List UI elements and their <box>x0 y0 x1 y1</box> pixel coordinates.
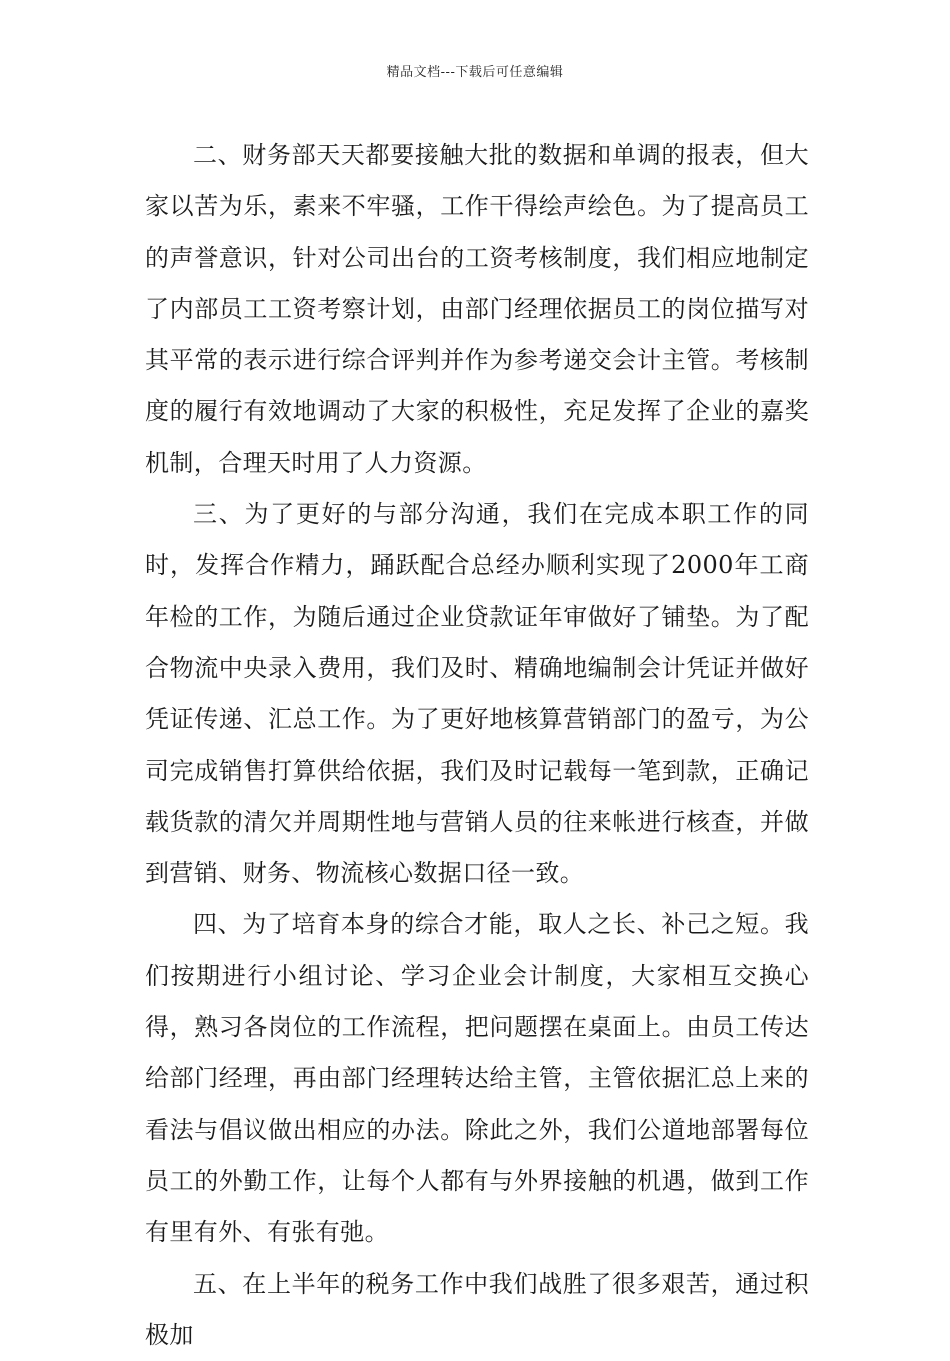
paragraph-3: 三、为了更好的与部分沟通，我们在完成本职工作的同时，发挥合作精力，踊跃配合总经办顺利实现了2000年工商年检的工作，为随后通过企业贷款证年审做好了铺垫。为了配合物流中央录入费用，我们及时、精确地编制会计凭证并做好凭证传递、汇总工作。为了更好地核算营销部门的盈亏，为公司完成销售打算供给依据，我们及时记载每一笔到款，正确记载货款的清欠并周期性地与营销人员的往来帐进行核查，并做到营销、财务、物流核心数据口径一致。 <box>145 500 809 888</box>
paragraph-2: 二、财务部天天都要接触大批的数据和单调的报表，但大家以苦为乐，素来不牢骚，工作干得绘声绘色。为了提高员工的声誉意识，针对公司出台的工资考核制度，我们相应地制定了内部员工工资考察计划，由部门经理依据员工的岗位描写对其平常的表示进行综合评判并作为参考递交会计主管。考核制度的履行有效地调动了大家的积极性，充足发挥了企业的嘉奖机制，合理天时用了人力资源。 <box>145 141 809 477</box>
page-header: 精品文档---下载后可任意编辑 <box>386 65 564 80</box>
paragraph-5: 五、在上半年的税务工作中我们战胜了很多艰苦，通过积极加 <box>145 1269 809 1349</box>
paragraph-4: 四、为了培育本身的综合才能，取人之长、补己之短。我们按期进行小组讨论、学习企业会计制度，大家相互交换心得，熟习各岗位的工作流程，把问题摆在桌面上。由员工传达给部门经理，再由部门经理转达给主管，主管依据汇总上来的看法与倡议做出相应的办法。除此之外，我们公道地部署每位员工的外勤工作，让每个人都有与外界接触的机遇，做到工作有里有外、有张有弛。 <box>145 910 809 1247</box>
document-body <box>145 130 809 1361</box>
